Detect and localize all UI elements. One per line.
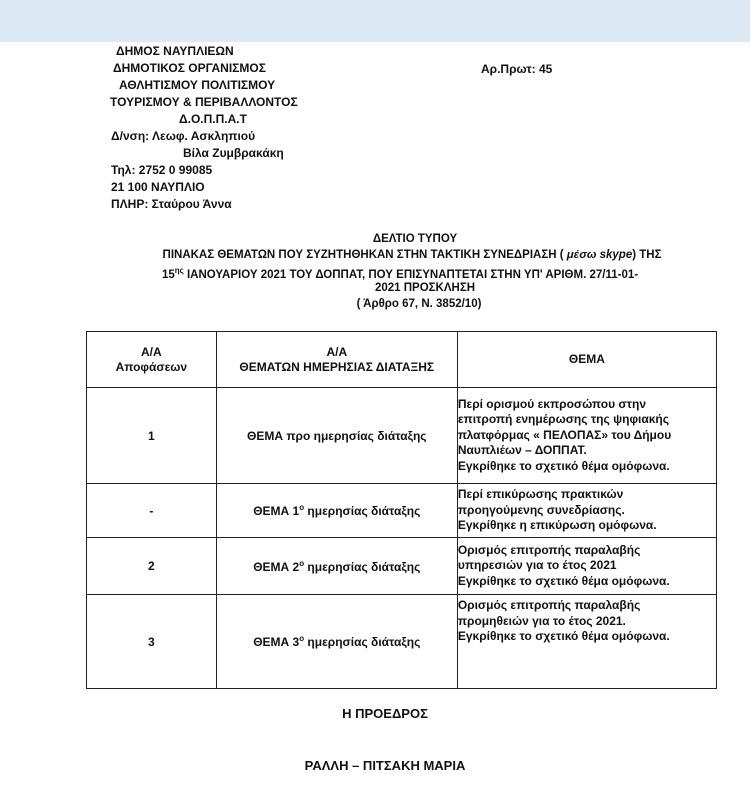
- address-line: Δ/νση: Λεωφ. Ασκληπιού: [111, 129, 256, 143]
- decision-number: 2: [87, 538, 217, 595]
- org-line-4: ΤΟΥΡΙΣΜΟΥ & ΠΕΡΙΒΑΛΛΟΝΤΟΣ: [110, 95, 298, 109]
- protocol-number: Αρ.Πρωτ: 45: [481, 62, 553, 76]
- table-row: [87, 538, 717, 595]
- decision-number: 1: [87, 388, 217, 484]
- agenda-item: ΘΕΜΑ προ ημερησίας διάταξης: [216, 388, 457, 484]
- title-line-2: ΠΙΝΑΚΑΣ ΘΕΜΑΤΩΝ ΠΟΥ ΣΥΖΗΤΗΘΗΚΑΝ ΣΤΗΝ ΤΑΚΤΙΚΗ ΣΥΝΕΔΡΙΑΣΗ ( μέσω skype) ΤΗΣ: [162, 249, 662, 261]
- subject-text: Περί επικύρωσης πρακτικών προηγούμενης συνεδρίασης. Εγκρίθηκε η επικύρωση ομόφωνα.: [457, 484, 716, 538]
- title-line-3: $15^{\eta\varsigma}$ ΙΑΝΟΥΑΡΙΟΥ 2021 ΤΟΥ ΔΟΠΠΑΤ, ΠΟΥ ΕΠΙΣΥΝΑΠΤΕΤΑΙ ΣΤΗΝ ΥΠ' ΑΡΙΘΜ. 27/11-01-: [161, 266, 639, 281]
- postal-line: 21 100 ΝΑΥΠΛΙΟ: [111, 180, 205, 194]
- subject-text: Ορισμός επιτροπής παραλαβής προμηθειών για το έτος 2021. Εγκρίθηκε το σχετικό θέμα ομόφωνα.: [457, 595, 716, 689]
- subject-text: Περί ορισμού εκπροσώπου στην επιτροπή ενημέρωσης της ψηφιακής πλατφόρμας « ΠΕΛΟΠΑΣ» του Δήμου Ναυπλιέων – ΔΟΠΠΑΤ. Εγκρίθηκε το σχετικό θέμα ομόφωνα.: [457, 388, 716, 484]
- org-line-3: ΑΘΛΗΤΙΣΜΟΥ ΠΟΛΙΤΙΣΜΟΥ: [119, 78, 276, 92]
- agenda-item: ΘΕΜΑ $3^o$ ημερησίας διάταξης: [216, 595, 457, 689]
- subject-text: Ορισμός επιτροπής παραλαβής υπηρεσιών για το έτος 2021 Εγκρίθηκε το σχετικό θέμα ομόφωνα.: [457, 538, 716, 595]
- org-line-1: ΔΗΜΟΣ ΝΑΥΠΛΙΕΩΝ: [116, 44, 234, 58]
- agenda-item: ΘΕΜΑ $2^o$ ημερησίας διάταξης: [216, 538, 457, 595]
- table-row: [87, 595, 717, 689]
- decision-number: 3: [87, 595, 217, 689]
- signature-name: ΡΑΛΛΗ – ΠΙΤΣΑΚΗ ΜΑΡΙΑ: [304, 758, 466, 773]
- decision-number: -: [87, 484, 217, 538]
- table-row: [87, 388, 717, 484]
- header-decision-number: Α/Α Αποφάσεων: [87, 332, 217, 388]
- table-header-row: [87, 332, 717, 388]
- legal-reference: ( Άρθρο 67, Ν. 3852/10): [356, 298, 482, 310]
- phone-line: Τηλ: 2752 0 99085: [111, 163, 213, 177]
- press-release-title: ΔΕΛΤΙΟ ΤΥΠΟΥ: [372, 233, 458, 245]
- viewer-top-bar: [0, 0, 750, 42]
- table-row: [87, 484, 717, 538]
- org-line-2: ΔΗΜΟΤΙΚΟΣ ΟΡΓΑΝΙΣΜΟΣ: [113, 61, 266, 75]
- title-line-4: 2021 ΠΡΟΣΚΛΗΣΗ: [374, 282, 476, 294]
- header-subject: ΘΕΜΑ: [457, 332, 716, 388]
- contact-line: ΠΛΗΡ: Σταύρου Άννα: [111, 197, 232, 211]
- signature-role: Η ΠΡΟΕΔΡΟΣ: [342, 706, 428, 721]
- header-agenda-number: Α/Α ΘΕΜΑΤΩΝ ΗΜΕΡΗΣΙΑΣ ΔΙΑΤΑΞΗΣ: [216, 332, 457, 388]
- decisions-table: [86, 331, 717, 689]
- address-line-2: Βίλα Ζυμβρακάκη: [183, 146, 284, 160]
- org-line-5: Δ.Ο.Π.Π.Α.Τ: [179, 112, 247, 126]
- agenda-item: ΘΕΜΑ $1^o$ ημερησίας διάταξης: [216, 484, 457, 538]
